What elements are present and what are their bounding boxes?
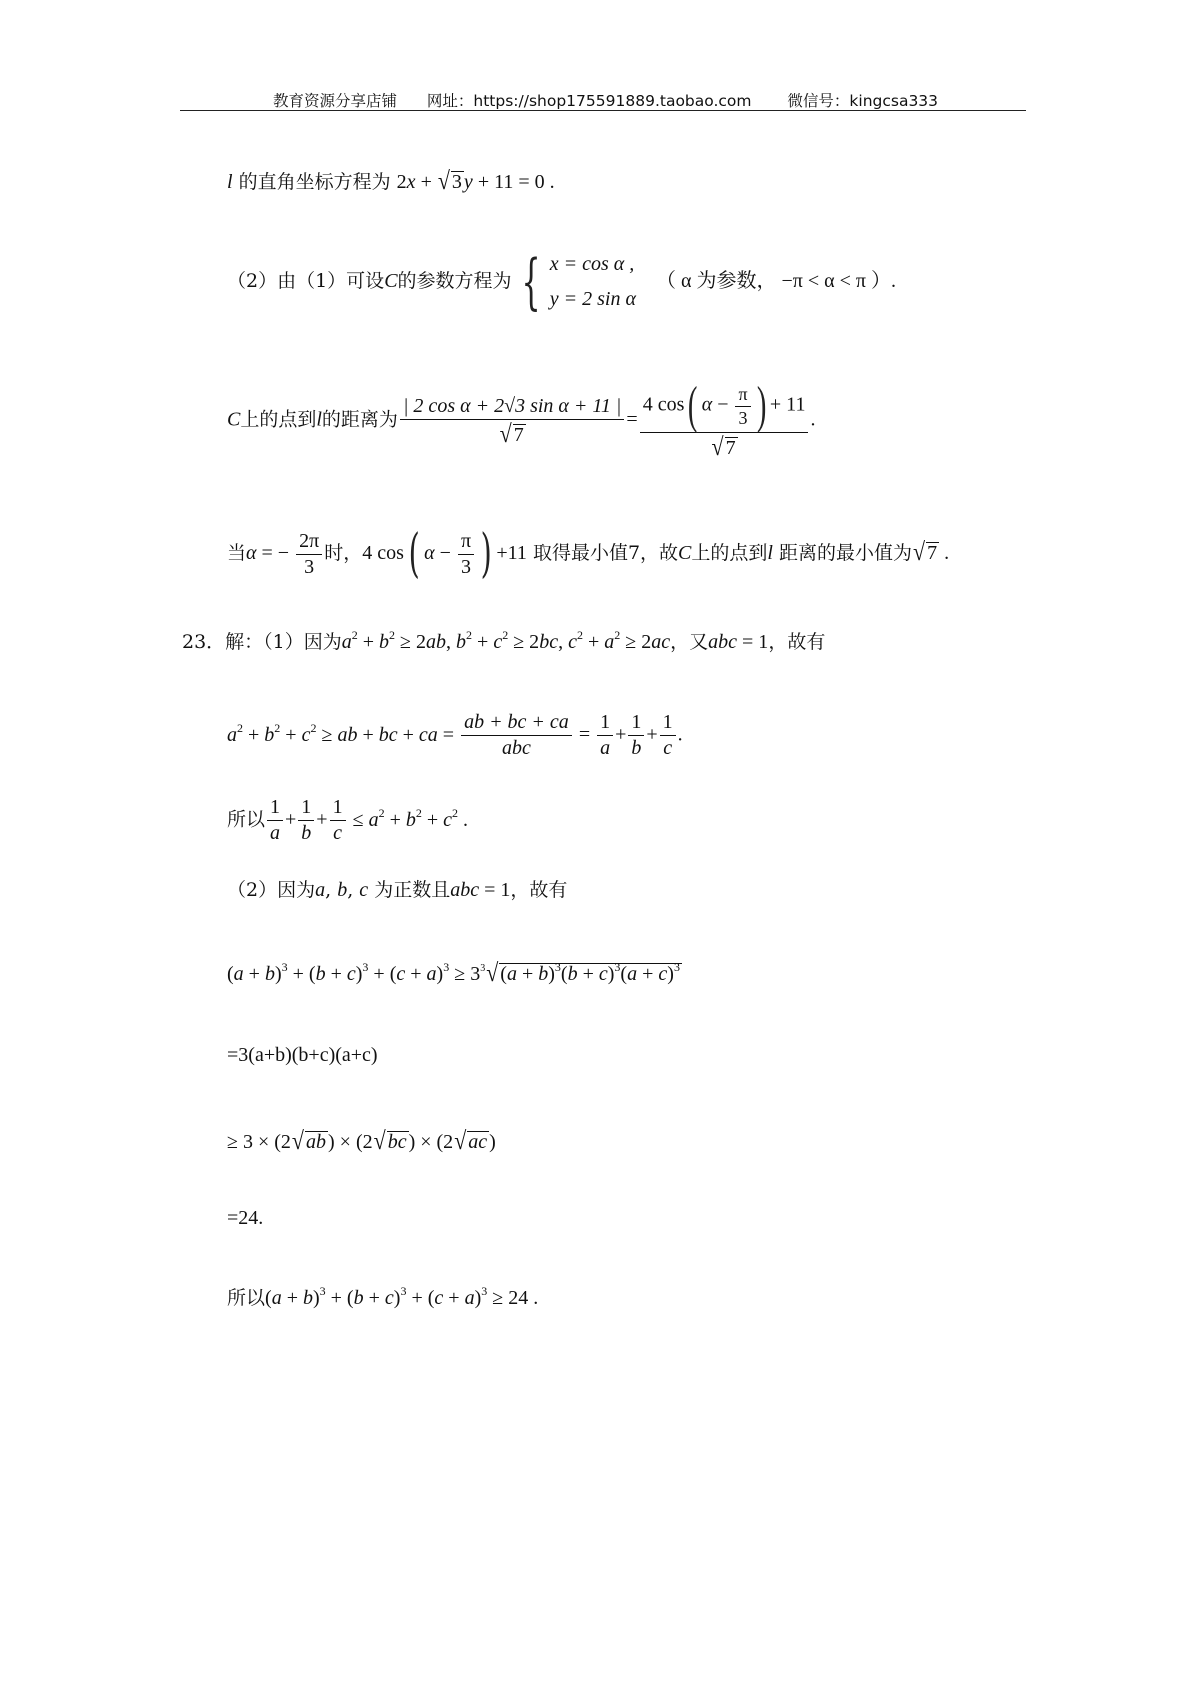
line-minimum: 当α = − $\frac{2\pi}{3}$ 时，4 cos( α − $\frac{\pi}{3}$ ) +11 取得最小值7，故C上的点到l 距离的最小值为√ 7 . — [227, 524, 950, 584]
final-prefix: 所以 — [227, 1287, 266, 1309]
product-eq: =3(a+b)(b+c)(a+c) — [227, 1044, 378, 1066]
distance-numerator: | 2 cos α + 2√3 sin α + 11 | — [400, 394, 624, 420]
parametric-prefix: （2）由（1）可设 — [227, 270, 385, 292]
param-y: y = 2 sin α — [549, 288, 636, 310]
line-24 — [227, 1208, 263, 1228]
header-bar — [273, 89, 938, 111]
line-part2: （2）因为a, b, c 为正数且abc = 1，故有 — [227, 879, 568, 901]
line-amgm: $(a + b)^3 + (b + c)^3 + (c + a)^3 \ge 3^3√$ $(a + b)^3(b + c)^3(a + c)^3$ — [227, 958, 680, 987]
url-label: 网址： — [426, 92, 474, 110]
line-final: 所以$(a + b)^3 + (b + c)^3 + (c + a)^3 \ge 24$ . — [227, 1284, 539, 1309]
min-text-3: 距离的最小值为 — [779, 542, 913, 564]
parametric-mid: 的参数方程为 — [397, 270, 512, 292]
param-condition: （ α 为参数， −π < α < π ）. — [656, 270, 896, 292]
line-distance: C上的点到l的距离为 $\frac{\text{| 2 cos α + 2√3 sin α + 11 |}}{√ 7}$ = 4 cos( α − $\frac{\pi}{3}$ ) + 11 √ 7 . — [227, 377, 816, 461]
q23-and: ，又 — [670, 631, 709, 653]
eq-24: =24. — [227, 1207, 264, 1229]
q23-head: 23．解：（1）因为 — [182, 631, 342, 653]
shop-url[interactable]: https://shop175591889.taobao.com — [473, 92, 752, 110]
line-conclusion-1: 所以 $\frac{1}{a}$ + $\frac{1}{b}$ + $\frac{1}{c}$ ≤ $a^2 + b^2 + c^2$ . — [227, 796, 469, 844]
distance-text-b: 的距离为 — [321, 408, 398, 431]
wechat-label: 微信号： — [787, 92, 850, 110]
cartesian-text: 的直角坐标方程为 — [238, 171, 391, 193]
distance-text-a: 上的点到 — [240, 408, 317, 431]
so-prefix: 所以 — [227, 808, 266, 831]
min-text-1: 取得最小值7，故 — [532, 542, 679, 564]
distance-fraction-1: $\frac{\text{| 2 cos α + 2√3 sin α + 11 |}}{√ 7}$ — [400, 394, 624, 448]
line-cartesian-equation: l 的直角坐标方程为 2x + √ 3 y + 11 = 0 . — [227, 166, 555, 195]
line-lower-bound: ≥ 3 × (2√ ab ) × (2√ bc ) × (2√ ac ) — [227, 1126, 496, 1155]
header-divider — [180, 110, 1026, 111]
line-product — [227, 1045, 378, 1065]
q23-line: 23．解：（1）因为$a^2 + b^2 \ge 2ab$, $b^2 + c^2 \ge 2bc$, $c^2 + a^2 \ge 2ac$，又abc = 1，故有 — [182, 628, 826, 653]
part2-end: ，故有 — [510, 879, 568, 901]
part2-prefix: （2）因为 — [227, 879, 316, 901]
min-when: 当 — [227, 542, 247, 564]
min-time: 时， — [324, 542, 363, 564]
line-sum-squares: $a^2 + b^2 + c^2$ ≥ ab + bc + ca = $\frac{ab + bc + ca}{\text{abc}}$ = $\frac{1}{a}$ + $\frac{1}{b}$ + $\frac{1}{c}$ . — [227, 711, 683, 759]
shop-name: 教育资源分享店铺 — [273, 92, 398, 110]
wechat-id: kingcsa333 — [849, 92, 939, 110]
param-x: x = cos α , — [549, 253, 635, 275]
q23-so: ，故有 — [768, 631, 826, 653]
min-text-2: 上的点到 — [691, 542, 768, 564]
line-parametric: （2）由（1）可设C的参数方程为 { x = cos α , y = 2 sin α （ α 为参数， −π < α < π ）. — [227, 247, 896, 317]
distance-fraction-2: 4 cos( α − $\frac{\pi}{3}$ ) + 11 √ 7 — [640, 380, 809, 461]
part2-mid: 为正数且 — [374, 879, 451, 901]
